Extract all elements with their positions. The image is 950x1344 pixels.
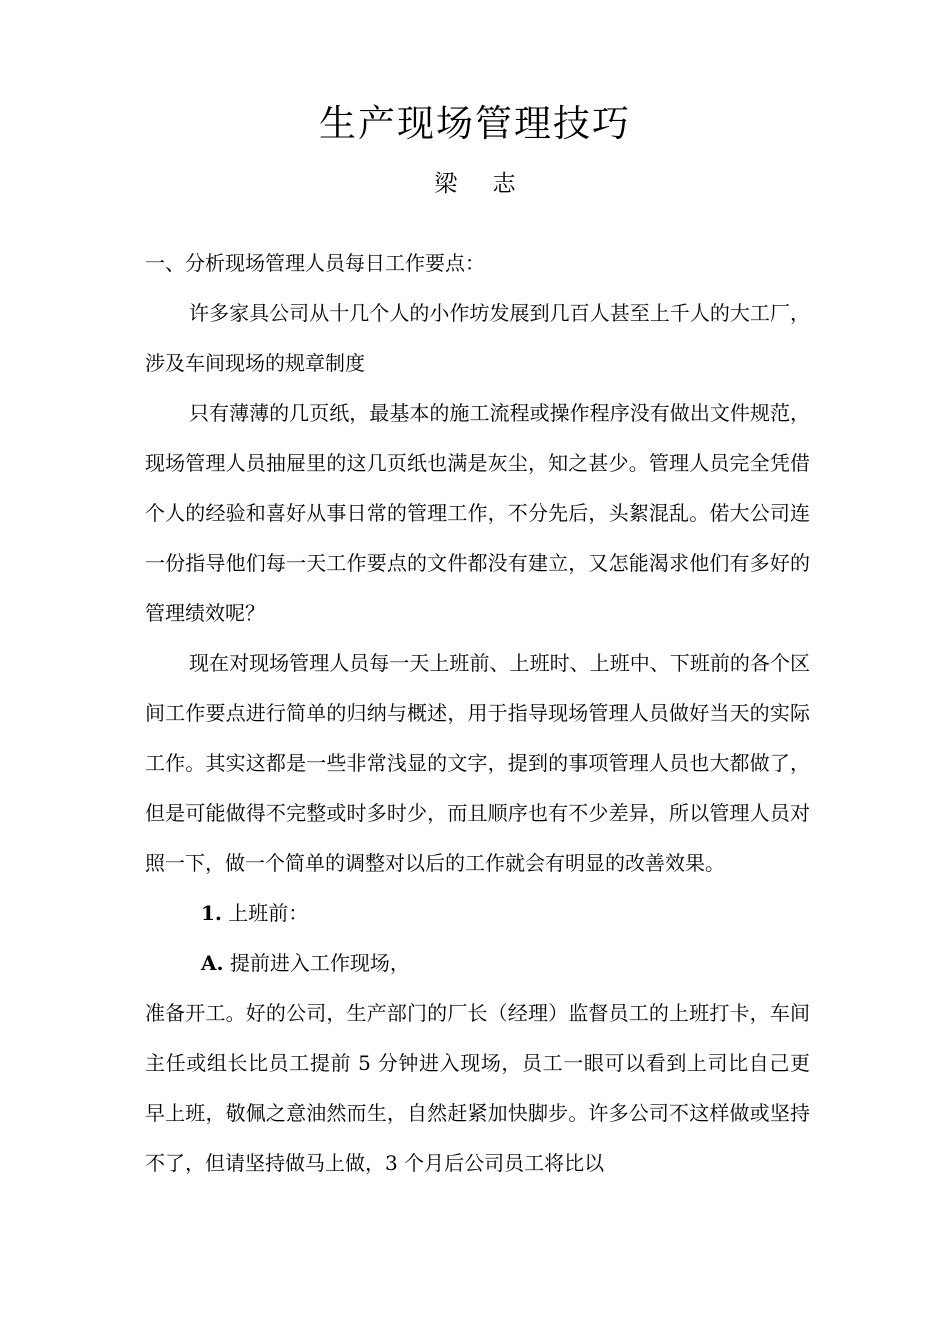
subsection-heading	[145, 888, 810, 938]
subsection-number: 1	[201, 901, 215, 925]
closing-paragraph: 准备开工。好的公司，生产部门的厂长（经理）监督员工的上班打卡，车间主任或组长比员工提前 5 分钟进入现场，员工一眼可以看到上司比自己更早上班，敬佩之意油然而生，自然赶紧加快脚步。许多公司不这样做或坚持不了，但请坚持做马上做，3 个月后公司员工将比以	[145, 1001, 810, 1175]
paragraph-2: 只有薄薄的几页纸，最基本的施工流程或操作程序没有做出文件规范，现场管理人员抽屉里的这几页纸也满是灰尘，知之甚少。管理人员完全凭借个人的经验和喜好从事日常的管理工作，不分先后，头絮混乱。偌大公司连一份指导他们每一天工作要点的文件都没有建立，又怎能渴求他们有多好的管理绩效呢？	[145, 401, 810, 625]
item-a-label: 提前进入工作现场，	[229, 951, 410, 975]
paragraph-1: 许多家具公司从十几个人的小作坊发展到几百人甚至上千人的大工厂，涉及车间现场的规章制度	[145, 301, 810, 375]
section-heading: 一、分析现场管理人员每日工作要点：	[145, 251, 485, 275]
item-a-heading	[145, 938, 810, 988]
item-a-letter: A	[201, 951, 217, 975]
paragraph-3: 现在对现场管理人员每一天上班前、上班时、上班中、下班前的各个区间工作要点进行简单的归纳与概述，用于指导现场管理人员做好当天的实际工作。其实这都是一些非常浅显的文字，提到的事项管理人员也大都做了，但是可能做得不完整或时多时少，而且顺序也有不少差异，所以管理人员对照一下，做一个简单的调整对以后的工作就会有明显的改善效果。	[145, 651, 810, 875]
subsection-label: 上班前：	[228, 901, 309, 925]
document-title: 生产现场管理技巧	[319, 102, 631, 145]
subsection-separator: .	[214, 901, 222, 925]
document-body	[145, 238, 810, 1188]
item-a-separator: .	[216, 951, 224, 975]
document-author: 梁 志	[434, 171, 530, 197]
